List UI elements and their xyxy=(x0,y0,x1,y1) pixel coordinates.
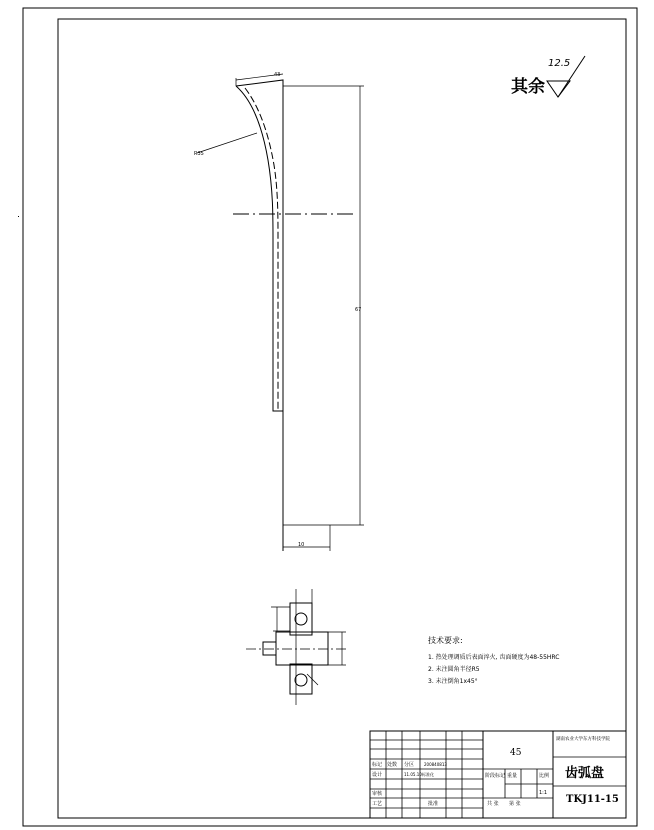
row-review: 审核 xyxy=(372,791,383,797)
scale-value: 1:1 xyxy=(539,790,548,796)
tech-requirements xyxy=(428,635,559,685)
roughness-value: 12.5 xyxy=(548,58,571,69)
part-side-view xyxy=(246,589,348,705)
outer-border xyxy=(23,8,637,826)
overall-height-dim: 67 xyxy=(355,307,362,313)
roughness-label: 其余 xyxy=(511,77,545,97)
stage-label: 阶段标记 xyxy=(485,773,506,779)
row-count: 处数 xyxy=(387,762,398,768)
institution: 湖南农业大学东方科技学院 xyxy=(556,737,610,742)
inner-border xyxy=(58,19,626,818)
row-date: 11.05.10 xyxy=(404,772,422,777)
sheet-no: 第 张 xyxy=(509,801,521,807)
tech-item-2: 2. 未注圆角半径R5 xyxy=(428,666,480,673)
sheet-total: 共 张 xyxy=(487,801,499,807)
material: 45 xyxy=(510,748,522,758)
tech-item-1: 1. 热处理调质后表面淬火, 齿面硬度为48-55HRC xyxy=(428,654,560,661)
row-standardize: 标准化 xyxy=(422,772,434,777)
row-design: 设计 xyxy=(372,772,383,778)
row-mark: 标记 xyxy=(372,762,383,768)
roughness-symbol xyxy=(511,56,585,97)
radius-dim: R35 xyxy=(194,151,204,157)
scan-dot xyxy=(18,216,19,217)
bottom-width-dim: 10 xyxy=(298,542,305,548)
part-outline xyxy=(236,80,283,551)
weight-label: 重量 xyxy=(507,773,518,779)
scale-label: 比例 xyxy=(539,773,550,779)
student-id: 200840813 xyxy=(424,762,447,767)
title-block-text xyxy=(372,735,619,807)
top-width-dim: 43 xyxy=(274,72,281,78)
part-main-view xyxy=(194,72,364,551)
part-name: 齿弧盘 xyxy=(565,766,605,781)
drawing-number: TKJ11-15 xyxy=(566,794,619,805)
tech-item-3: 3. 未注倒角1x45° xyxy=(428,678,478,685)
row-zone: 分区 xyxy=(404,762,415,768)
row-process: 工艺 xyxy=(372,801,383,807)
row-approve: 批准 xyxy=(428,801,439,807)
tech-title: 技术要求: xyxy=(428,636,463,645)
